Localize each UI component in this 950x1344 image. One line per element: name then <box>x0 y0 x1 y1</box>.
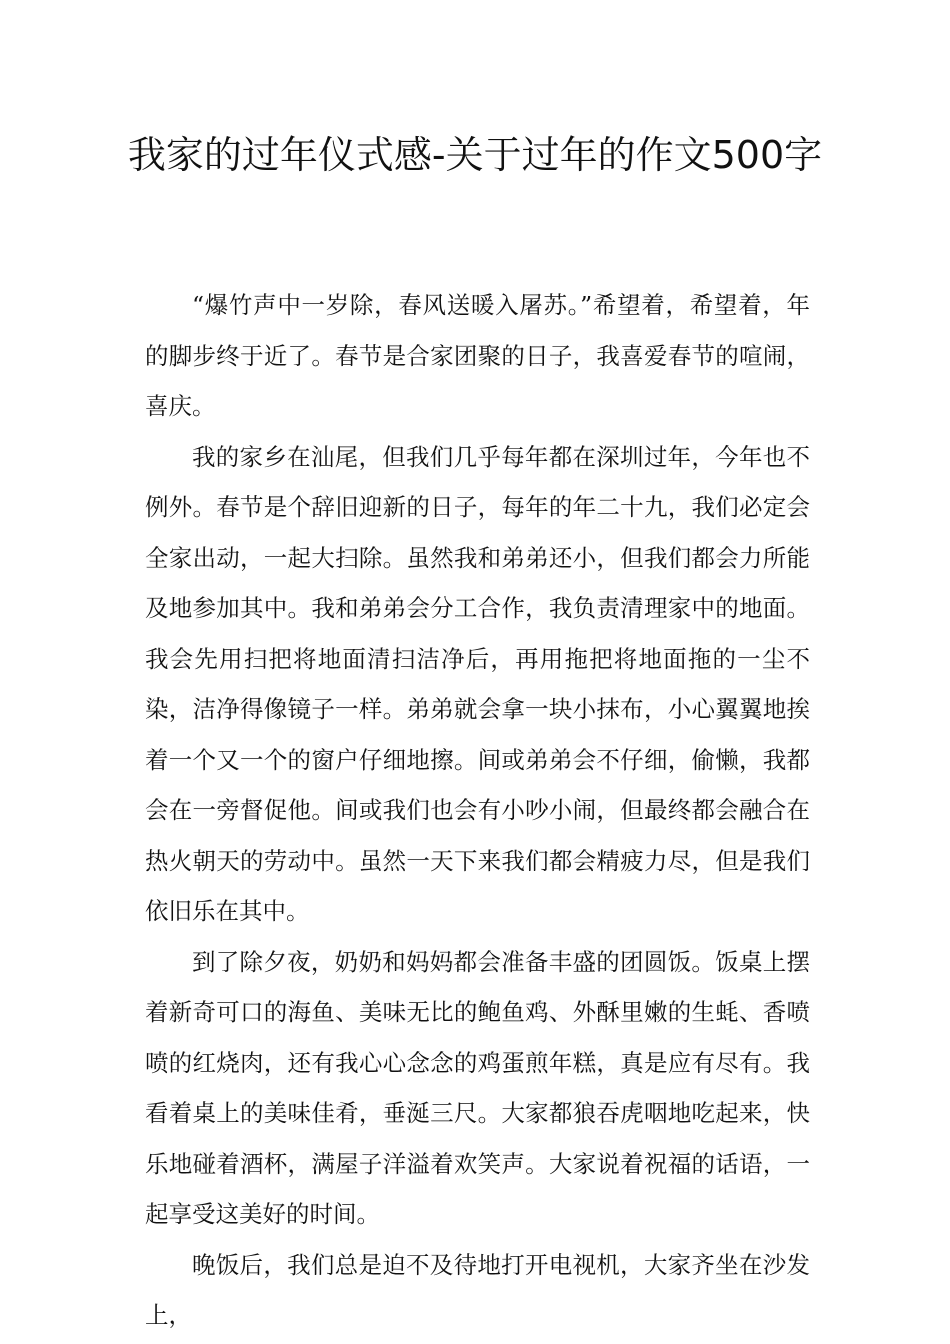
document-title: 我家的过年仪式感-关于过年的作文500字 <box>127 133 823 177</box>
paragraph-4: 晚饭后，我们总是迫不及待地打开电视机，大家齐坐在沙发上， <box>145 1250 810 1329</box>
paragraph-1: “爆竹声中一岁除，春风送暖入屠苏。”希望着，希望着，年的脚步终于近了。春节是合家团聚的日子，我喜爱春节的喧闹，喜庆。 <box>145 291 810 420</box>
essay-body <box>145 280 810 1341</box>
paragraph-3: 到了除夕夜，奶奶和妈妈都会准备丰盛的团圆饭。饭桌上摆着新奇可口的海鱼、美味无比的鲍鱼鸡、外酥里嫩的生蚝、香喷喷的红烧肉，还有我心心念念的鸡蛋煎年糕，真是应有尽有。我看着桌上的美味佳肴，垂涎三尺。大家都狼吞虎咽地吃起来，快乐地碰着酒杯，满屋子洋溢着欢笑声。大家说着祝福的话语，一起享受这美好的时间。 <box>145 947 810 1228</box>
paragraph-2: 我的家乡在汕尾，但我们几乎每年都在深圳过年，今年也不例外。春节是个辞旧迎新的日子，每年的年二十九，我们必定会全家出动，一起大扫除。虽然我和弟弟还小，但我们都会力所能及地参加其中。我和弟弟会分工合作，我负责清理家中的地面。我会先用扫把将地面清扫洁净后，再用拖把将地面拖的一尘不染，洁净得像镜子一样。弟弟就会拿一块小抹布，小心翼翼地挨着一个又一个的窗户仔细地擦。间或弟弟会不仔细，偷懒，我都会在一旁督促他。间或我们也会有小吵小闹，但最终都会融合在热火朝天的劳动中。虽然一天下来我们都会精疲力尽，但是我们依旧乐在其中。 <box>145 442 810 925</box>
